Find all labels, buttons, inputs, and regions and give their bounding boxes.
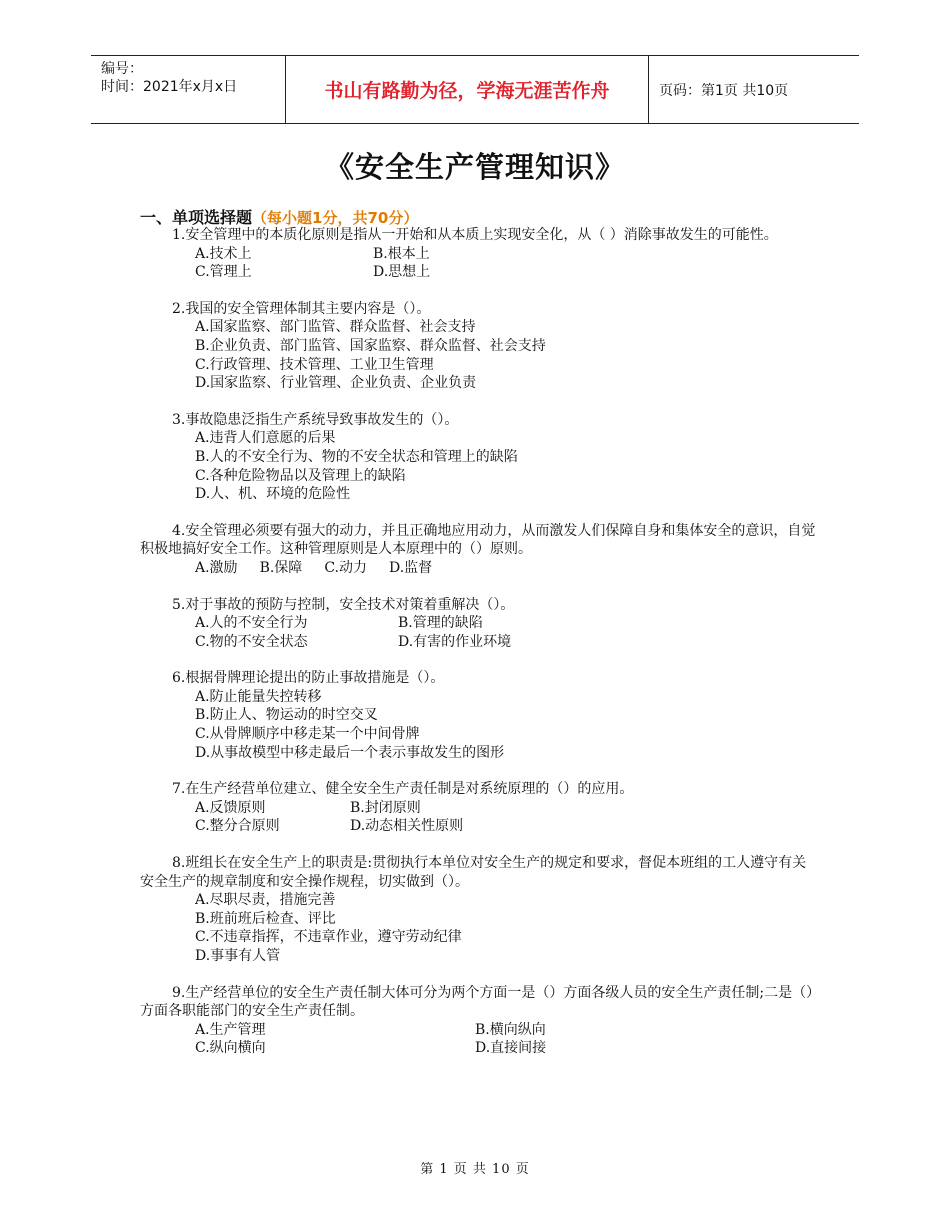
option-d: D.监督 — [388, 559, 433, 576]
page-footer: 第 1 页 共 10 页 — [420, 1162, 530, 1177]
option-d: D.直接间接 — [475, 1040, 547, 1057]
option-list — [140, 318, 820, 392]
header-meta — [91, 56, 286, 123]
question-8 — [140, 854, 820, 966]
option-b: B.防止人、物运动的时空交叉 — [195, 707, 378, 724]
option-list — [140, 1021, 820, 1058]
question-3 — [140, 411, 820, 504]
option-a: A.违背人们意愿的后果 — [195, 430, 336, 447]
option-list — [140, 799, 820, 836]
question-stem: 6.根据骨牌理论提出的防止事故措施是（）。 — [172, 670, 445, 687]
header-table — [91, 55, 859, 124]
question-4 — [140, 522, 820, 578]
header-motto: 书山有路勤为径，学海无涯苦作舟 — [286, 56, 649, 123]
section-heading-text: 一、单项选择题 — [140, 208, 253, 227]
question-stem: 7.在生产经营单位建立、健全安全生产责任制是对系统原理的（）的应用。 — [172, 781, 634, 798]
option-b: B.横向纵向 — [475, 1021, 546, 1038]
option-d: D.从事故模型中移走最后一个表示事故发生的图形 — [195, 744, 505, 761]
option-list — [140, 891, 820, 965]
option-list — [140, 559, 820, 578]
option-b: B.人的不安全行为、物的不安全状态和管理上的缺陷 — [195, 448, 518, 465]
option-b: B.封闭原则 — [350, 799, 421, 816]
option-b: B.企业负责、部门监管、国家监察、群众监督、社会支持 — [195, 337, 546, 354]
option-a: A.防止能量失控转移 — [195, 688, 322, 705]
option-b: B.保障 — [259, 559, 303, 576]
option-d: D.有害的作业环境 — [398, 633, 512, 650]
question-stem: 2.我国的安全管理体制其主要内容是（）。 — [172, 300, 431, 317]
question-stem: 1.安全管理中的本质化原则是指从一开始和从本质上实现安全化，从（ ）消除事故发生的可能性。 — [172, 227, 778, 243]
option-b: B.班前班后检查、评比 — [195, 910, 336, 927]
option-a: A.激励 — [195, 559, 238, 576]
option-c: C.物的不安全状态 — [195, 633, 308, 650]
option-a: A.尽职尽责，措施完善 — [195, 892, 336, 909]
question-stem: 9.生产经营单位的安全生产责任制大体可分为两个方面一是（）方面各级人员的安全生产责任制;二是（）方面各职能部门的安全生产责任制。 — [140, 984, 814, 1020]
option-c: C.各种危险物品以及管理上的缺陷 — [195, 467, 406, 484]
question-5 — [140, 596, 820, 652]
option-d: D.人、机、环境的危险性 — [195, 486, 351, 503]
option-c: C.整分合原则 — [195, 818, 280, 835]
question-7 — [140, 780, 820, 836]
option-a: A.反馈原则 — [195, 799, 266, 816]
section-score-note: （每小题1分，共70分） — [252, 209, 419, 227]
serial-label: 编号： — [101, 61, 143, 77]
option-d: D.思想上 — [373, 264, 431, 281]
option-list — [140, 688, 820, 762]
option-a: A.技术上 — [195, 245, 252, 262]
question-stem: 3.事故隐患泛指生产系统导致事故发生的（）。 — [172, 411, 459, 428]
section-heading — [140, 205, 418, 228]
option-d: D.动态相关性原则 — [350, 818, 464, 835]
question-6 — [140, 669, 820, 762]
option-a: A.国家监察、部门监管、群众监督、社会支持 — [195, 319, 476, 336]
option-c: C.纵向横向 — [195, 1040, 266, 1057]
header-page-label: 页码：第1页 共10页 — [659, 82, 789, 99]
question-stem: 8.班组长在安全生产上的职责是:贯彻执行本单位对安全生产的规定和要求，督促本班组的工人遵守有关安全生产的规章制度和安全操作规程，切实做到（）。 — [140, 855, 807, 890]
option-list — [140, 429, 820, 503]
question-1 — [140, 226, 820, 282]
question-stem: 5.对于事故的预防与控制，安全技术对策着重解决（）。 — [172, 596, 515, 613]
option-d: D.国家监察、行业管理、企业负责、企业负责 — [195, 375, 477, 392]
question-9 — [140, 984, 820, 1058]
option-list — [140, 245, 820, 282]
question-list — [140, 226, 820, 1076]
option-c: C.动力 — [324, 559, 367, 576]
document-title: 《安全生产管理知识》 — [324, 150, 625, 184]
option-c: C.行政管理、技术管理、工业卫生管理 — [195, 356, 434, 373]
option-a: A.生产管理 — [195, 1021, 266, 1038]
option-c: C.不违章指挥，不违章作业，遵守劳动纪律 — [195, 929, 462, 946]
option-d: D.事事有人管 — [195, 948, 281, 964]
option-b: B.管理的缺陷 — [398, 615, 483, 632]
question-stem: 4.安全管理必须要有强大的动力，并且正确地应用动力，从而激发人们保障自身和集体安全的意识，自觉积极地搞好安全工作。这种管理原则是人本原理中的（）原则。 — [140, 522, 816, 558]
option-c: C.从骨牌顺序中移走某一个中间骨牌 — [195, 726, 420, 743]
option-b: B.根本上 — [373, 245, 430, 262]
question-2 — [140, 300, 820, 393]
option-list — [140, 614, 820, 651]
option-c: C.管理上 — [195, 264, 252, 281]
option-a: A.人的不安全行为 — [195, 615, 308, 632]
time-label: 时间：2021年x月x日 — [101, 79, 238, 95]
